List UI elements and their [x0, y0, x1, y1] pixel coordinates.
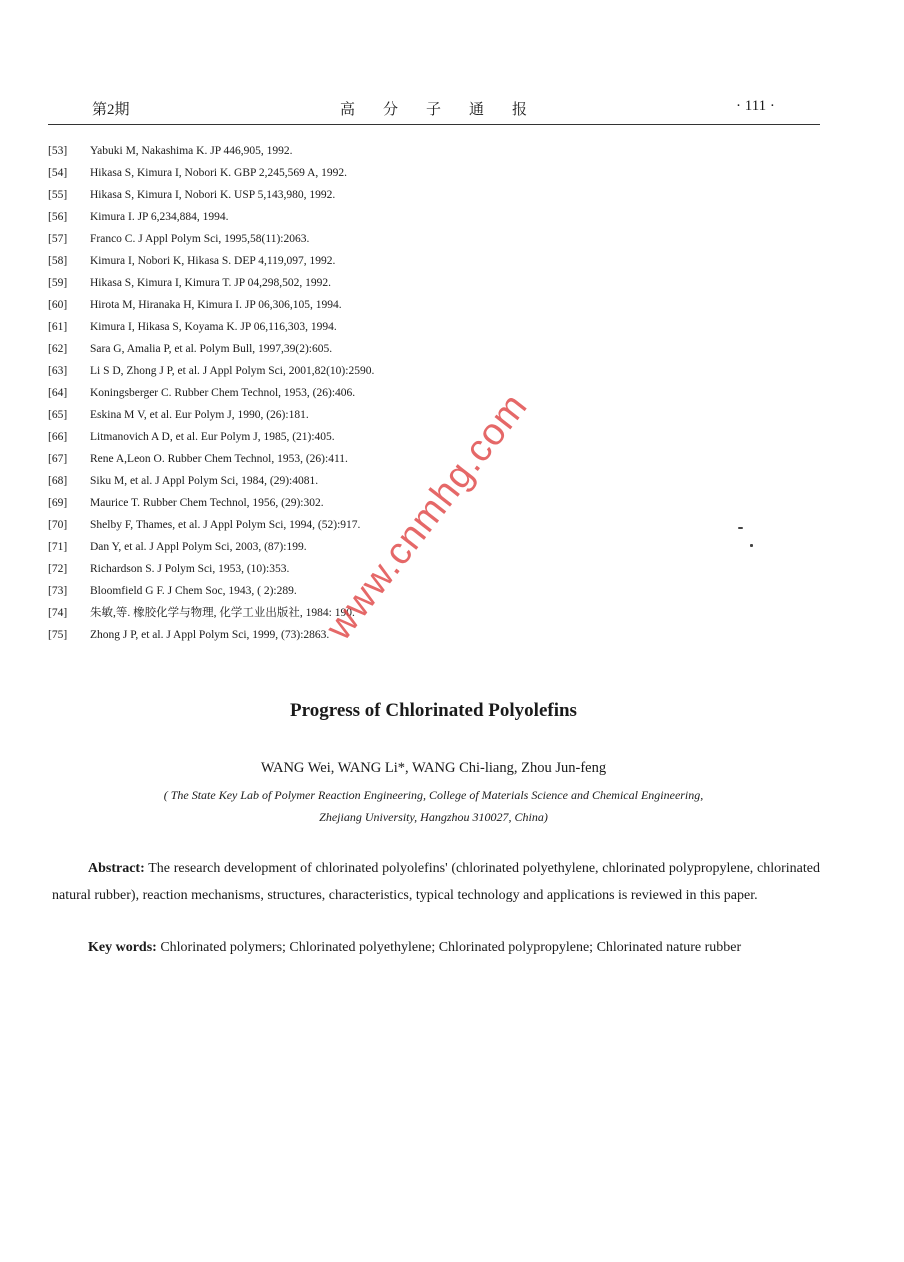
- reference-text: Siku M, et al. J Appl Polym Sci, 1984, (29):4081.: [90, 475, 319, 487]
- reference-number: [72]: [48, 563, 68, 575]
- reference-number: [59]: [48, 277, 68, 289]
- reference-number: [71]: [48, 541, 68, 553]
- reference-item: [48, 470, 608, 492]
- affiliation-line-1: ( The State Key Lab of Polymer Reaction Engineering, College of Materials Science and Chemical Engineering,: [163, 788, 704, 802]
- reference-text: Hikasa S, Kimura I, Nobori K. GBP 2,245,569 A, 1992.: [90, 167, 348, 179]
- reference-item: [48, 250, 608, 272]
- reference-item: [48, 162, 608, 184]
- keywords-label: Key words:: [88, 940, 157, 955]
- page-number: · 111 ·: [736, 98, 775, 114]
- reference-text: Koningsberger C. Rubber Chem Technol, 1953, (26):406.: [90, 387, 356, 399]
- reference-number: [69]: [48, 497, 68, 509]
- reference-text: Dan Y, et al. J Appl Polym Sci, 2003, (87):199.: [90, 541, 307, 553]
- issue-number: 第2期: [92, 102, 130, 118]
- reference-number: [75]: [48, 629, 68, 641]
- reference-number: [57]: [48, 233, 68, 245]
- reference-list: [48, 140, 608, 646]
- reference-text: Kimura I, Nobori K, Hikasa S. DEP 4,119,097, 1992.: [90, 255, 336, 267]
- reference-item: [48, 272, 608, 294]
- reference-text: Maurice T. Rubber Chem Technol, 1956, (29):302.: [90, 497, 324, 509]
- reference-item: [48, 294, 608, 316]
- reference-text: Kimura I, Hikasa S, Koyama K. JP 06,116,303, 1994.: [90, 321, 337, 333]
- reference-item: [48, 228, 608, 250]
- reference-text: Franco C. J Appl Polym Sci, 1995,58(11):2063.: [90, 233, 310, 245]
- reference-text: Bloomfield G F. J Chem Soc, 1943, ( 2):289.: [90, 585, 297, 597]
- keywords-text: Chlorinated polymers; Chlorinated polyethylene; Chlorinated polypropylene; Chlorinated nature rubber: [156, 940, 742, 955]
- reference-number: [60]: [48, 299, 68, 311]
- header-divider: [48, 124, 820, 125]
- reference-number: [56]: [48, 211, 68, 223]
- affiliation-line-2: Zhejiang University, Hangzhou 310027, China): [319, 810, 548, 824]
- reference-item: [48, 184, 608, 206]
- scan-speck: [738, 527, 743, 529]
- journal-name: 高分子通报: [340, 102, 556, 118]
- reference-item: [48, 206, 608, 228]
- reference-text: 朱敏,等. 橡胶化学与物理, 化学工业出版社, 1984: 190.: [90, 607, 355, 619]
- watermark-url: www.cnmhg.com: [318, 385, 536, 648]
- reference-text: Rene A,Leon O. Rubber Chem Technol, 1953, (26):411.: [90, 453, 348, 465]
- reference-number: [64]: [48, 387, 68, 399]
- reference-number: [54]: [48, 167, 68, 179]
- keywords-paragraph: [52, 935, 820, 962]
- reference-item: [48, 514, 608, 536]
- reference-item: [48, 360, 608, 382]
- reference-item: [48, 580, 608, 602]
- reference-text: Li S D, Zhong J P, et al. J Appl Polym Sci, 2001,82(10):2590.: [90, 365, 375, 377]
- reference-number: [68]: [48, 475, 68, 487]
- reference-text: Eskina M V, et al. Eur Polym J, 1990, (26):181.: [90, 409, 309, 421]
- reference-item: [48, 558, 608, 580]
- reference-text: Hikasa S, Kimura I, Kimura T. JP 04,298,502, 1992.: [90, 277, 331, 289]
- article-title: Progress of Chlorinated Polyolefins: [290, 700, 577, 721]
- reference-number: [67]: [48, 453, 68, 465]
- reference-number: [55]: [48, 189, 68, 201]
- abstract-label: Abstract:: [88, 861, 145, 876]
- reference-item: [48, 536, 608, 558]
- reference-number: [63]: [48, 365, 68, 377]
- author-list: WANG Wei, WANG Li*, WANG Chi-liang, Zhou Jun-feng: [260, 760, 607, 776]
- reference-text: Hikasa S, Kimura I, Nobori K. USP 5,143,980, 1992.: [90, 189, 336, 201]
- abstract-paragraph: [52, 856, 820, 909]
- reference-item: [48, 426, 608, 448]
- reference-text: Kimura I. JP 6,234,884, 1994.: [90, 211, 229, 223]
- abstract-text: The research development of chlorinated polyolefins' (chlorinated polyethylene, chlorinated polypropylene, chlorinated natural rubber), reaction mechanisms, structures, characteristics, typical technology and applications is reviewed in this paper.: [52, 861, 820, 903]
- reference-item: [48, 492, 608, 514]
- reference-item: [48, 448, 608, 470]
- reference-number: [53]: [48, 145, 68, 157]
- reference-text: Shelby F, Thames, et al. J Appl Polym Sci, 1994, (52):917.: [90, 519, 361, 531]
- reference-item: [48, 140, 608, 162]
- reference-number: [73]: [48, 585, 68, 597]
- reference-number: [74]: [48, 607, 68, 619]
- reference-number: [65]: [48, 409, 68, 421]
- running-header: [0, 94, 904, 124]
- reference-number: [70]: [48, 519, 68, 531]
- reference-text: Richardson S. J Polym Sci, 1953, (10):353.: [90, 563, 290, 575]
- reference-text: Zhong J P, et al. J Appl Polym Sci, 1999, (73):2863.: [90, 629, 330, 641]
- reference-number: [66]: [48, 431, 68, 443]
- reference-number: [62]: [48, 343, 68, 355]
- reference-item: [48, 382, 608, 404]
- reference-text: Litmanovich A D, et al. Eur Polym J, 1985, (21):405.: [90, 431, 335, 443]
- reference-item: [48, 338, 608, 360]
- reference-text: Yabuki M, Nakashima K. JP 446,905, 1992.: [90, 145, 293, 157]
- reference-item: [48, 316, 608, 338]
- reference-text: Hirota M, Hiranaka H, Kimura I. JP 06,306,105, 1994.: [90, 299, 342, 311]
- reference-number: [58]: [48, 255, 68, 267]
- reference-text: Sara G, Amalia P, et al. Polym Bull, 1997,39(2):605.: [90, 343, 333, 355]
- reference-number: [61]: [48, 321, 68, 333]
- scan-speck: [750, 544, 753, 547]
